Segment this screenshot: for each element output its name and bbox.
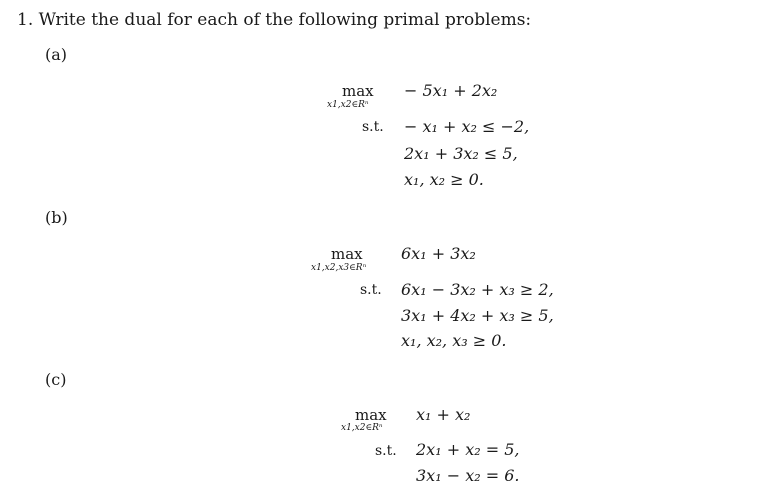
part-c-label: (c) bbox=[45, 370, 67, 389]
part-c-constraint-2: 3x₁ − x₂ = 6. bbox=[416, 466, 520, 485]
exercise-heading: 1. Write the dual for each of the following primal problems: bbox=[17, 10, 532, 30]
part-a-operator: max bbox=[342, 82, 374, 100]
part-b-constraint-2: 3x₁ + 4x₂ + x₃ ≥ 5, bbox=[401, 306, 554, 325]
part-b-label: (b) bbox=[45, 208, 68, 227]
part-a-label: (a) bbox=[45, 45, 68, 64]
part-b-constraint-1: 6x₁ − 3x₂ + x₃ ≥ 2, bbox=[401, 280, 554, 299]
part-b-constraint-3: x₁, x₂, x₃ ≥ 0. bbox=[401, 331, 507, 350]
part-b-objective: 6x₁ + 3x₂ bbox=[401, 244, 476, 263]
part-c-st-label: s.t. bbox=[375, 443, 397, 459]
part-a-constraint-3: x₁, x₂ ≥ 0. bbox=[404, 170, 484, 189]
part-c-subscript: x1,x2∈Rⁿ bbox=[341, 423, 383, 433]
part-a-objective: − 5x₁ + 2x₂ bbox=[404, 81, 498, 100]
part-a-constraint-1: − x₁ + x₂ ≤ −2, bbox=[404, 117, 530, 136]
part-b-subscript: x1,x2,x3∈Rⁿ bbox=[311, 263, 367, 273]
part-b-st-label: s.t. bbox=[360, 282, 382, 298]
part-b-operator: max bbox=[331, 245, 363, 263]
part-a-subscript: x1,x2∈Rⁿ bbox=[327, 100, 369, 110]
part-a-constraint-2: 2x₁ + 3x₂ ≤ 5, bbox=[404, 144, 518, 163]
part-a-st-label: s.t. bbox=[362, 119, 384, 135]
part-c-operator: max bbox=[355, 406, 387, 424]
part-c-objective: x₁ + x₂ bbox=[416, 405, 471, 424]
part-c-constraint-1: 2x₁ + x₂ = 5, bbox=[416, 440, 520, 459]
